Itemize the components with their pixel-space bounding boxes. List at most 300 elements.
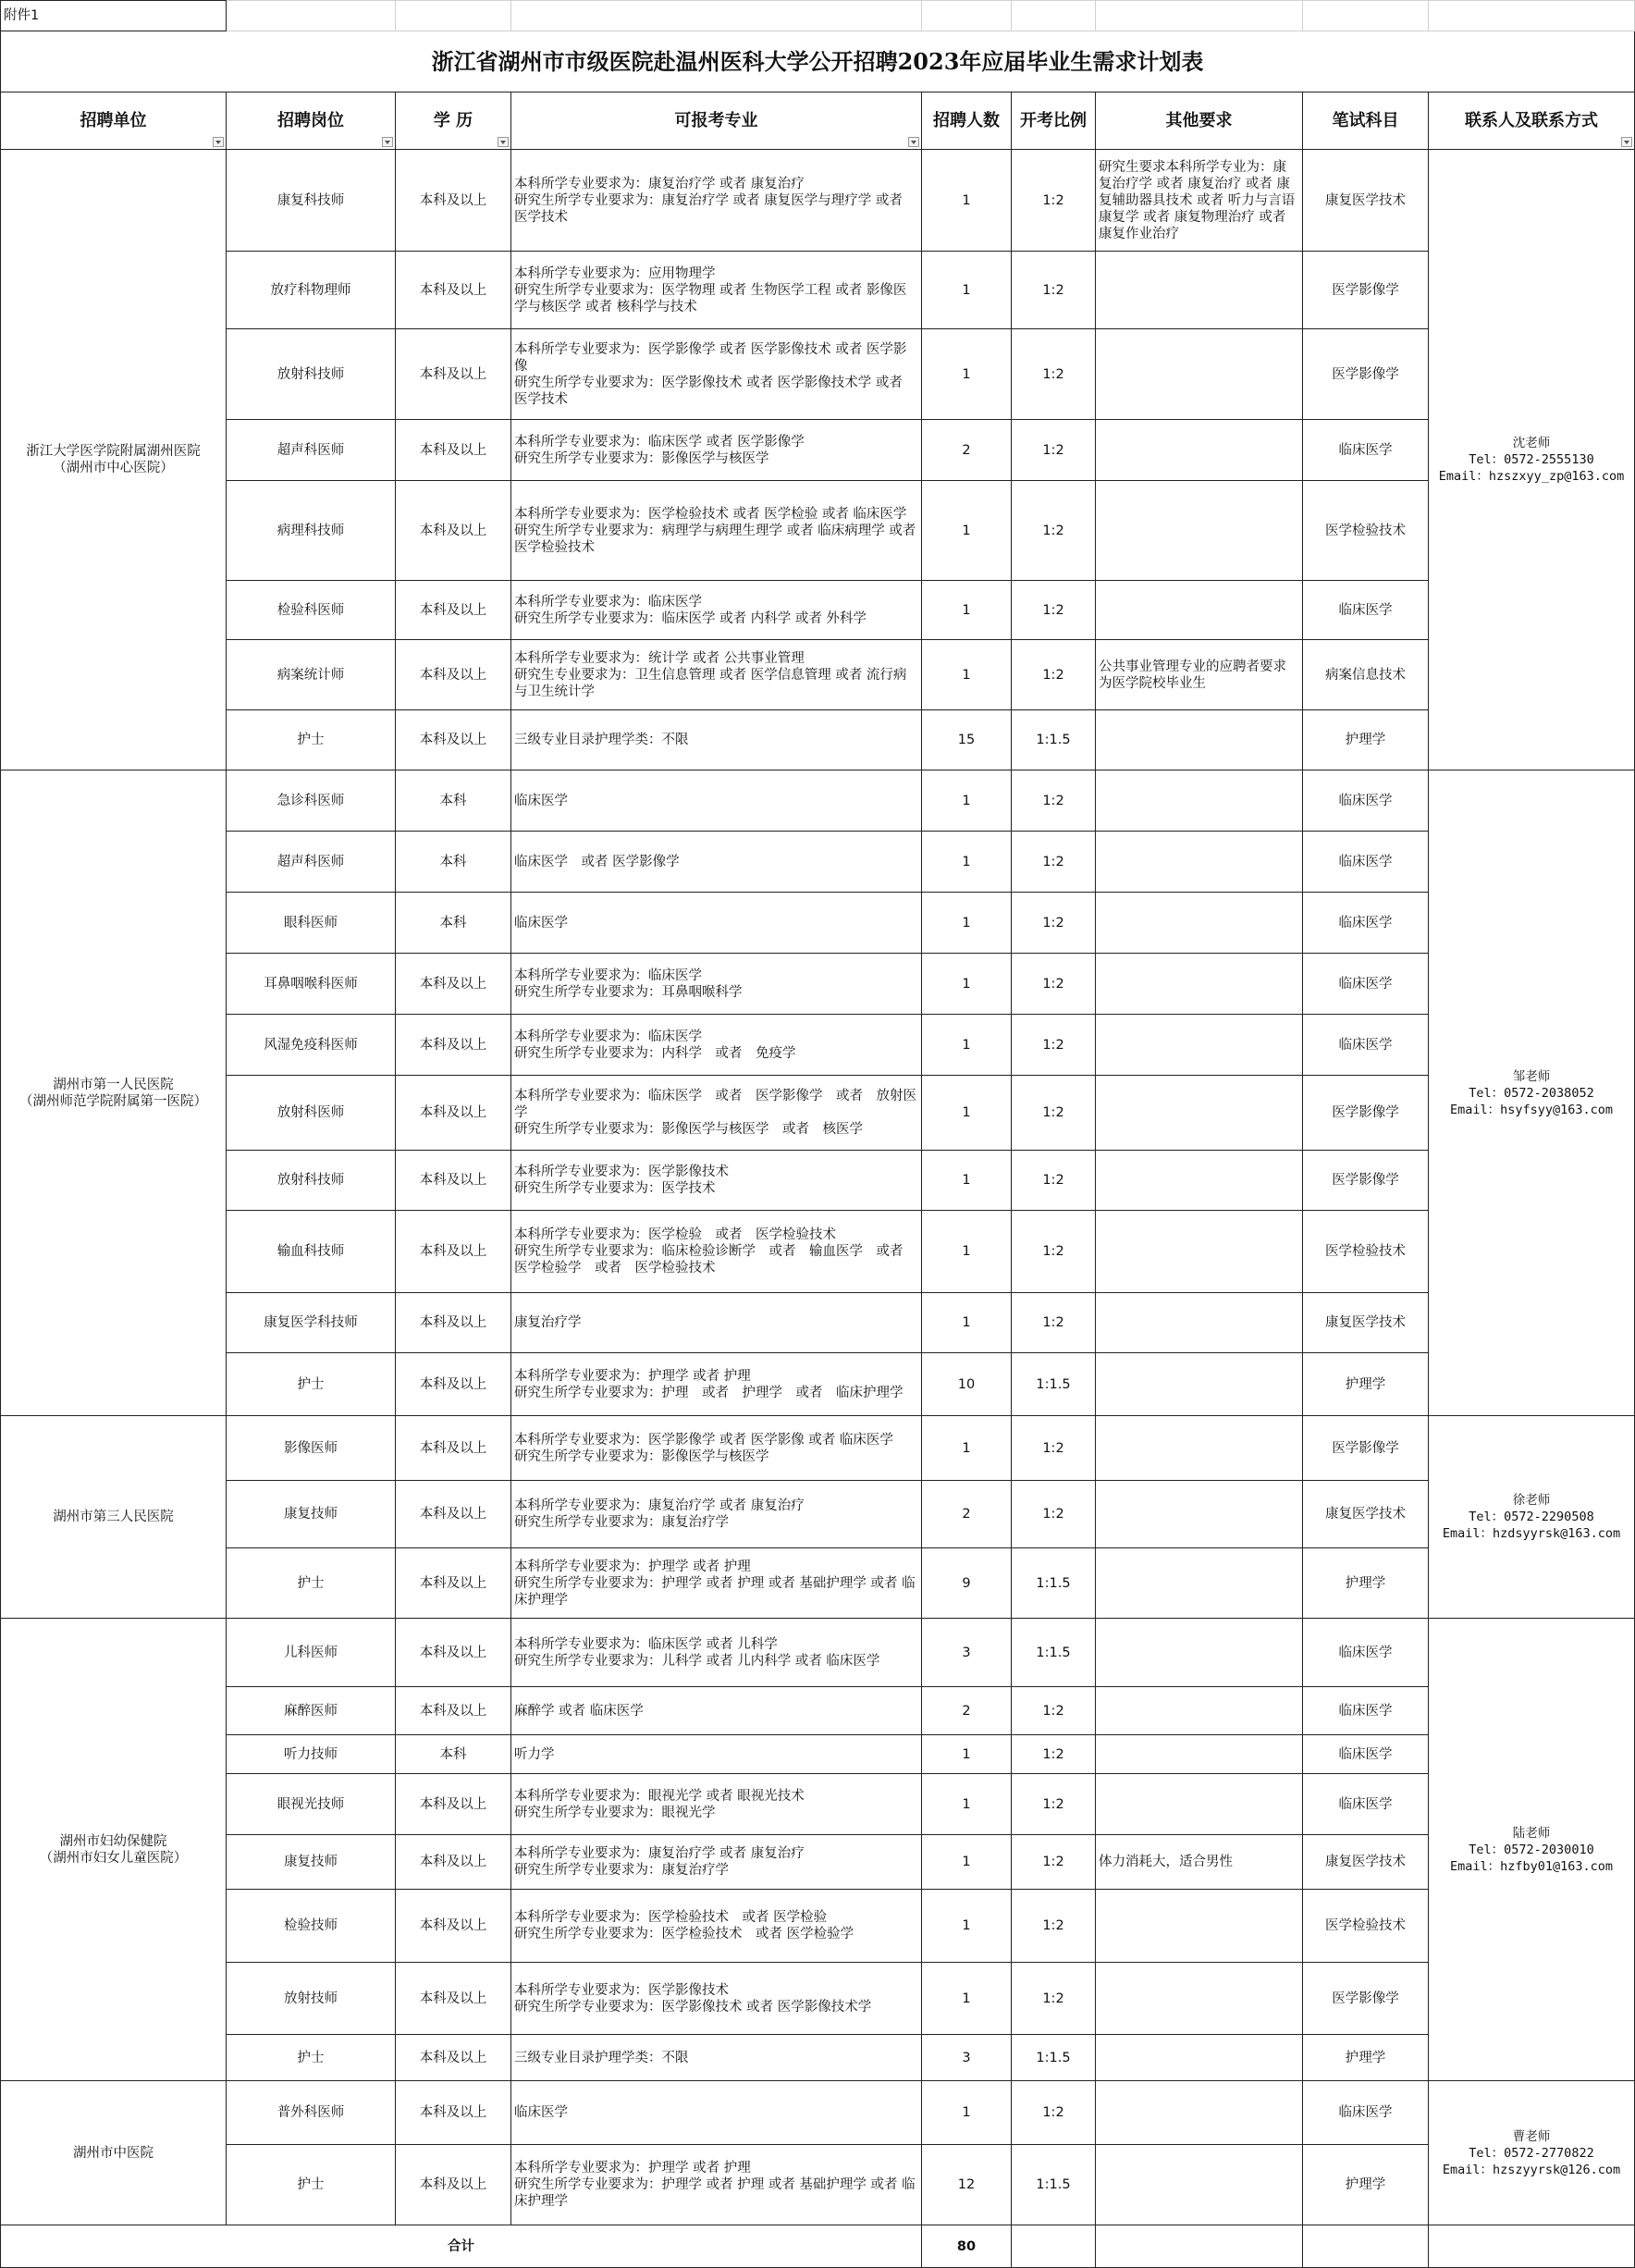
hiring-unit-cell-text: 湖州市第三人民医院 [53,1510,174,1524]
post-cell [227,1890,396,1963]
major-cell [511,252,922,329]
other-requirements-cell [1096,1774,1303,1835]
major-cell-text: 三级专业目录护理学类：不限 [514,733,689,747]
ratio-cell [1012,1151,1096,1211]
count-cell [922,150,1012,252]
education-cell-text: 本科 [439,915,467,931]
education-cell [396,1151,511,1211]
count-cell [922,581,1012,640]
exam-subject-cell-text: 临床医学 [1338,442,1393,458]
post-cell [227,1481,396,1548]
count-cell [922,1416,1012,1481]
blank-cell [227,0,396,31]
column-header [1303,92,1429,150]
ratio-cell-text: 1:2 [1042,793,1064,808]
exam-subject-cell [1303,2081,1429,2145]
ratio-cell [1012,481,1096,581]
education-cell [396,1963,511,2035]
count-cell [922,770,1012,832]
exam-subject-cell-text: 护理学 [1345,733,1386,747]
count-cell [922,1835,1012,1890]
post-cell-text: 放射科医师 [277,1105,345,1120]
count-cell-text: 1 [962,1918,971,1933]
education-cell-text: 本科及以上 [419,1173,487,1188]
other-requirements-cell [1096,1293,1303,1353]
education-cell-text: 本科及以上 [419,602,487,618]
education-cell [396,1481,511,1548]
education-cell [396,329,511,420]
exam-subject-cell-text: 康复医学技术 [1325,1855,1406,1869]
major-cell-text: 本科所学专业要求为：医学影像学 或者 医学影像 或者 临床医学 研究生所学专业要求为：影像医学与核医学 [514,1432,893,1464]
post-cell-text: 病理科技师 [277,523,345,538]
major-cell-text: 本科所学专业要求为：医学影像学 或者 医学影像技术 或者 医学影像 研究生所学专业要求为：医学影像技术 或者 医学影像技术学 或者 医学技术 [514,341,907,407]
post-cell [227,420,396,481]
other-requirements-cell [1096,710,1303,770]
page-title [0,31,1635,92]
column-header[interactable] [0,92,227,150]
ratio-cell-text: 1:1.5 [1036,733,1071,747]
count-cell-text: 1 [962,1991,971,2006]
exam-subject-cell [1303,1735,1429,1774]
hiring-unit-cell [0,770,227,1416]
count-cell [922,710,1012,770]
ratio-cell-text: 1:2 [1042,1918,1064,1933]
total-blank-cell [1096,2225,1303,2268]
count-cell-text: 1 [962,793,971,808]
filter-dropdown-icon[interactable] [382,137,393,147]
post-cell [227,640,396,710]
ratio-cell [1012,1211,1096,1293]
exam-subject-cell [1303,1211,1429,1293]
post-cell [227,770,396,832]
ratio-cell-text: 1:2 [1042,1440,1064,1456]
exam-subject-cell [1303,150,1429,252]
column-header [922,92,1012,150]
exam-subject-cell-text: 临床医学 [1338,915,1393,931]
count-cell-text: 1 [962,1440,971,1456]
column-header[interactable] [1429,92,1635,150]
exam-subject-cell-text: 临床医学 [1338,1645,1393,1660]
major-cell-text: 本科所学专业要求为：康复治疗学 或者 康复治疗 研究生所学专业要求为：康复治疗学 [514,1846,805,1878]
education-cell [396,1548,511,1619]
major-cell-text: 本科所学专业要求为：眼视光学 或者 眼视光技术 研究生所学专业要求为：眼视光学 [514,1788,805,1820]
count-cell [922,481,1012,581]
post-cell [227,1353,396,1416]
ratio-cell-text: 1:2 [1042,1855,1064,1869]
exam-subject-cell [1303,1353,1429,1416]
other-requirements-cell [1096,481,1303,581]
exam-subject-cell [1303,1963,1429,2035]
ratio-cell-text: 1:2 [1042,1746,1064,1762]
ratio-cell [1012,1548,1096,1619]
column-header[interactable] [511,92,922,150]
hiring-unit-cell [0,150,227,770]
major-cell-text: 本科所学专业要求为：临床医学 研究生所学专业要求为：内科学 或者 免疫学 [514,1029,796,1061]
ratio-cell-text: 1:2 [1042,1991,1064,2006]
post-cell [227,954,396,1015]
major-cell-text: 本科所学专业要求为：医学检验技术 或者 医学检验 或者 临床医学 研究生所学专业要求为：病理学与病理生理学 或者 临床病理学 或者 医学检验技术 [514,506,916,555]
major-cell-text: 三级专业目录护理学类：不限 [514,2050,689,2065]
major-cell [511,150,922,252]
other-requirements-cell [1096,1687,1303,1735]
count-cell [922,1353,1012,1416]
count-cell [922,954,1012,1015]
ratio-cell-text: 1:2 [1042,282,1064,298]
major-cell-text: 本科所学专业要求为：护理学 或者 护理 研究生所学专业要求为：护理学 或者 护理 或者 基础护理学 或者 临床护理学 [514,2161,916,2209]
post-cell-text: 急诊科医师 [277,793,345,808]
post-cell-text: 检验科医师 [277,602,345,618]
ratio-cell [1012,1687,1096,1735]
major-cell [511,2035,922,2081]
column-header-text: 招聘单位 [80,110,147,130]
ratio-cell-text: 1:2 [1042,2105,1064,2120]
exam-subject-cell [1303,1015,1429,1076]
exam-subject-cell [1303,1619,1429,1687]
filter-dropdown-icon[interactable] [498,137,509,147]
hiring-unit-cell-text: 湖州市第一人民医院 （湖州师范学院附属第一医院） [19,1077,207,1109]
major-cell [511,1416,922,1481]
education-cell-text: 本科及以上 [419,1037,487,1053]
column-header[interactable] [227,92,396,150]
major-cell [511,1774,922,1835]
education-cell-text: 本科及以上 [419,976,487,992]
major-cell [511,893,922,954]
post-cell [227,1293,396,1353]
ratio-cell [1012,640,1096,710]
education-cell [396,420,511,481]
filter-dropdown-icon[interactable] [908,137,919,147]
exam-subject-cell [1303,329,1429,420]
education-cell-text: 本科及以上 [419,1244,487,1259]
education-cell-text: 本科及以上 [419,192,487,208]
major-cell [511,1076,922,1151]
contact-cell [1429,2081,1635,2225]
education-cell-text: 本科及以上 [419,366,487,382]
exam-subject-cell-text: 康复医学技术 [1325,1315,1406,1330]
post-cell [227,1687,396,1735]
post-cell [227,1619,396,1687]
count-cell [922,2035,1012,2081]
exam-subject-cell [1303,770,1429,832]
education-cell-text: 本科及以上 [419,2105,487,2120]
blank-cell [922,0,1012,31]
ratio-cell [1012,893,1096,954]
education-cell [396,1774,511,1835]
post-cell-text: 病案统计师 [277,667,345,683]
ratio-cell [1012,1963,1096,2035]
other-requirements-cell [1096,1835,1303,1890]
exam-subject-cell [1303,1076,1429,1151]
major-cell [511,1151,922,1211]
column-header[interactable] [396,92,511,150]
other-requirements-cell [1096,770,1303,832]
post-cell-text: 护士 [297,733,325,747]
count-cell-text: 1 [962,1244,971,1259]
column-header-text: 开考比例 [1020,110,1087,130]
post-cell-text: 听力技师 [284,1746,338,1762]
exam-subject-cell [1303,1293,1429,1353]
exam-subject-cell-text: 护理学 [1345,2177,1386,2192]
post-cell [227,2081,396,2145]
major-cell-text: 本科所学专业要求为：临床医学 研究生所学专业要求为：耳鼻咽喉科学 [514,968,743,1000]
major-cell [511,1963,922,2035]
exam-subject-cell [1303,2145,1429,2225]
exam-subject-cell [1303,640,1429,710]
column-header-text: 招聘岗位 [277,110,344,130]
count-cell [922,252,1012,329]
ratio-cell [1012,150,1096,252]
education-cell-text: 本科及以上 [419,1575,487,1591]
ratio-cell-text: 1:2 [1042,602,1064,618]
blank-cell [1012,0,1096,31]
exam-subject-cell-text: 临床医学 [1338,2105,1393,2120]
major-cell [511,770,922,832]
other-requirements-cell [1096,2081,1303,2145]
ratio-cell-text: 1:2 [1042,1507,1064,1522]
ratio-cell [1012,1293,1096,1353]
ratio-cell-text: 1:2 [1042,1173,1064,1188]
major-cell [511,481,922,581]
ratio-cell [1012,1835,1096,1890]
education-cell [396,954,511,1015]
education-cell-text: 本科及以上 [419,1376,487,1392]
post-cell [227,1963,396,2035]
post-cell [227,1548,396,1619]
count-cell-text: 12 [957,2177,976,2192]
other-requirements-cell [1096,1481,1303,1548]
ratio-cell [1012,1416,1096,1481]
filter-dropdown-icon[interactable] [1621,137,1632,147]
count-cell-text: 10 [957,1376,976,1392]
education-cell [396,1835,511,1890]
post-cell-text: 康复技师 [284,1507,338,1522]
other-requirements-cell-text: 公共事业管理专业的应聘者要求为医学院校毕业生 [1099,659,1286,691]
count-cell-text: 1 [962,523,971,538]
count-cell [922,1293,1012,1353]
ratio-cell [1012,2035,1096,2081]
education-cell [396,832,511,893]
major-cell [511,1835,922,1890]
count-cell [922,832,1012,893]
count-cell [922,893,1012,954]
ratio-cell [1012,832,1096,893]
exam-subject-cell [1303,1774,1429,1835]
major-cell-text: 本科所学专业要求为：医学影像技术 研究生所学专业要求为：医学技术 [514,1165,729,1196]
education-cell-text: 本科及以上 [419,1440,487,1456]
post-cell [227,252,396,329]
post-cell-text: 康复医学科技师 [264,1315,358,1330]
major-cell-text: 本科所学专业要求为：康复治疗学 或者 康复治疗 研究生所学专业要求为：康复治疗学 或者 康复医学与理疗学 或者 医学技术 [514,176,903,225]
education-cell-text: 本科及以上 [419,1507,487,1522]
post-cell [227,1015,396,1076]
column-header-text: 联系人及联系方式 [1465,110,1598,130]
education-cell-text: 本科及以上 [419,1796,487,1812]
column-header-text: 其他要求 [1165,110,1233,130]
count-cell-text: 15 [957,733,976,747]
exam-subject-cell-text: 医学检验技术 [1325,1918,1406,1933]
exam-subject-cell [1303,2035,1429,2081]
filter-dropdown-icon[interactable] [213,137,224,147]
contact-cell [1429,150,1635,770]
count-cell [922,1211,1012,1293]
other-requirements-cell [1096,954,1303,1015]
education-cell-text: 本科及以上 [419,1315,487,1330]
exam-subject-cell-text: 医学影像学 [1332,1991,1399,2006]
post-cell [227,2035,396,2081]
post-cell-text: 康复技师 [284,1855,338,1869]
count-cell [922,1687,1012,1735]
ratio-cell-text: 1:2 [1042,1796,1064,1812]
count-cell [922,1735,1012,1774]
count-cell [922,2145,1012,2225]
count-cell-text: 1 [962,854,971,869]
major-cell-text: 本科所学专业要求为：医学检验技术 或者 医学检验 研究生所学专业要求为：医学检验技术 或者 医学检验学 [514,1910,854,1941]
blank-cell [511,0,922,31]
post-cell [227,481,396,581]
major-cell-text: 听力学 [514,1746,555,1762]
exam-subject-cell [1303,954,1429,1015]
count-cell-text: 2 [962,1703,971,1719]
major-cell [511,954,922,1015]
post-cell-text: 康复科技师 [277,192,345,208]
ratio-cell-text: 1:1.5 [1036,2177,1071,2192]
contact-cell-text: 沈老师 Tel：0572-2555130 Email：hzszxyy_zp@163.com [1438,436,1625,484]
post-cell-text: 护士 [297,2177,325,2192]
education-cell-text: 本科及以上 [419,2177,487,2192]
exam-subject-cell-text: 临床医学 [1338,793,1393,808]
count-cell-text: 2 [962,442,971,458]
education-cell [396,1416,511,1481]
exam-subject-cell-text: 康复医学技术 [1325,192,1406,208]
exam-subject-cell [1303,893,1429,954]
page-title-text: 浙江省湖州市市级医院赴温州医科大学公开招聘2023年应届毕业生需求计划表 [431,47,1204,75]
other-requirements-cell [1096,2035,1303,2081]
column-header-text: 笔试科目 [1332,110,1399,130]
post-cell [227,581,396,640]
column-header-text: 可报考专业 [674,110,758,130]
ratio-cell-text: 1:1.5 [1036,1376,1071,1392]
ratio-cell-text: 1:2 [1042,523,1064,538]
post-cell-text: 超声科医师 [277,442,345,458]
major-cell-text: 本科所学专业要求为：护理学 或者 护理 研究生所学专业要求为：护理 或者 护理学 或者 临床护理学 [514,1368,904,1400]
total-blank-cell [1303,2225,1429,2268]
other-requirements-cell [1096,893,1303,954]
count-cell [922,640,1012,710]
attachment-label [0,0,227,31]
post-cell [227,1735,396,1774]
post-cell [227,893,396,954]
education-cell [396,1687,511,1735]
major-cell-text: 本科所学专业要求为：统计学 或者 公共事业管理 研究生专业要求为：卫生信息管理 或者 医学信息管理 或者 流行病与卫生统计学 [514,650,907,699]
attachment-label-text: 附件1 [4,8,40,23]
count-cell-text: 1 [962,192,971,208]
major-cell [511,1293,922,1353]
ratio-cell [1012,2145,1096,2225]
other-requirements-cell [1096,640,1303,710]
exam-subject-cell [1303,481,1429,581]
count-cell [922,1963,1012,2035]
ratio-cell [1012,420,1096,481]
major-cell-text: 本科所学专业要求为：临床医学 研究生所学专业要求为：临床医学 或者 内科学 或者 外科学 [514,594,867,626]
major-cell-text: 本科所学专业要求为：临床医学 或者 医学影像学 研究生所学专业要求为：影像医学与核医学 [514,434,805,466]
count-cell-text: 1 [962,2105,971,2120]
major-cell-text: 临床医学 [514,793,568,808]
total-label-text: 合计 [448,2238,474,2254]
major-cell-text: 本科所学专业要求为：临床医学 或者 儿科学 研究生所学专业要求为：儿科学 或者 儿内科学 或者 临床医学 [514,1636,880,1669]
education-cell-text: 本科 [439,793,467,808]
ratio-cell-text: 1:1.5 [1036,1645,1071,1660]
count-cell-text: 1 [962,602,971,618]
major-cell-text: 临床医学 或者 医学影像学 [514,854,680,869]
exam-subject-cell-text: 临床医学 [1338,854,1393,869]
post-cell [227,1416,396,1481]
exam-subject-cell [1303,710,1429,770]
major-cell-text: 康复治疗学 [514,1315,582,1330]
count-cell [922,1619,1012,1687]
count-cell [922,329,1012,420]
other-requirements-cell-text: 体力消耗大，适合男性 [1099,1855,1233,1869]
education-cell-text: 本科 [439,1746,467,1762]
count-cell-text: 1 [962,282,971,298]
education-cell [396,1015,511,1076]
contact-cell-text: 邹老师 Tel：0572-2038052 Email：hsyfsyy@163.com [1449,1068,1614,1117]
exam-subject-cell [1303,1890,1429,1963]
education-cell [396,2081,511,2145]
exam-subject-cell-text: 护理学 [1345,2050,1386,2065]
ratio-cell-text: 1:2 [1042,366,1064,382]
hiring-unit-cell-text: 浙江大学医学院附属湖州医院 （湖州市中心医院） [26,444,201,475]
post-cell [227,832,396,893]
exam-subject-cell-text: 医学影像学 [1332,1173,1399,1188]
major-cell [511,2145,922,2225]
count-cell [922,1548,1012,1619]
exam-subject-cell-text: 临床医学 [1338,1703,1393,1719]
education-cell [396,770,511,832]
education-cell-text: 本科及以上 [419,1991,487,2006]
ratio-cell [1012,1015,1096,1076]
column-header-text: 学 历 [433,110,473,130]
post-cell-text: 放射技师 [284,1991,338,2006]
post-cell [227,1151,396,1211]
post-cell [227,1774,396,1835]
major-cell-text: 本科所学专业要求为：医学影像技术 研究生所学专业要求为：医学影像技术 或者 医学影像技术学 [514,1982,872,2015]
count-cell-text: 2 [962,1507,971,1522]
ratio-cell [1012,1619,1096,1687]
ratio-cell-text: 1:2 [1042,1037,1064,1053]
ratio-cell-text: 1:2 [1042,667,1064,683]
post-cell [227,1211,396,1293]
major-cell-text: 临床医学 [514,2105,568,2120]
education-cell [396,2145,511,2225]
other-requirements-cell [1096,1353,1303,1416]
major-cell-text: 麻醉学 或者 临床医学 [514,1703,644,1719]
ratio-cell-text: 1:1.5 [1036,1575,1071,1591]
other-requirements-cell [1096,1890,1303,1963]
post-cell-text: 影像医师 [284,1440,338,1456]
ratio-cell [1012,1076,1096,1151]
count-cell [922,1890,1012,1963]
major-cell [511,640,922,710]
contact-cell-text: 陆老师 Tel：0572-2030010 Email：hzfby01@163.com [1449,1825,1614,1874]
ratio-cell [1012,2081,1096,2145]
column-header [1096,92,1303,150]
total-blank-cell [1012,2225,1096,2268]
major-cell [511,1481,922,1548]
ratio-cell [1012,710,1096,770]
count-cell [922,420,1012,481]
education-cell-text: 本科及以上 [419,1105,487,1120]
other-requirements-cell [1096,1211,1303,1293]
